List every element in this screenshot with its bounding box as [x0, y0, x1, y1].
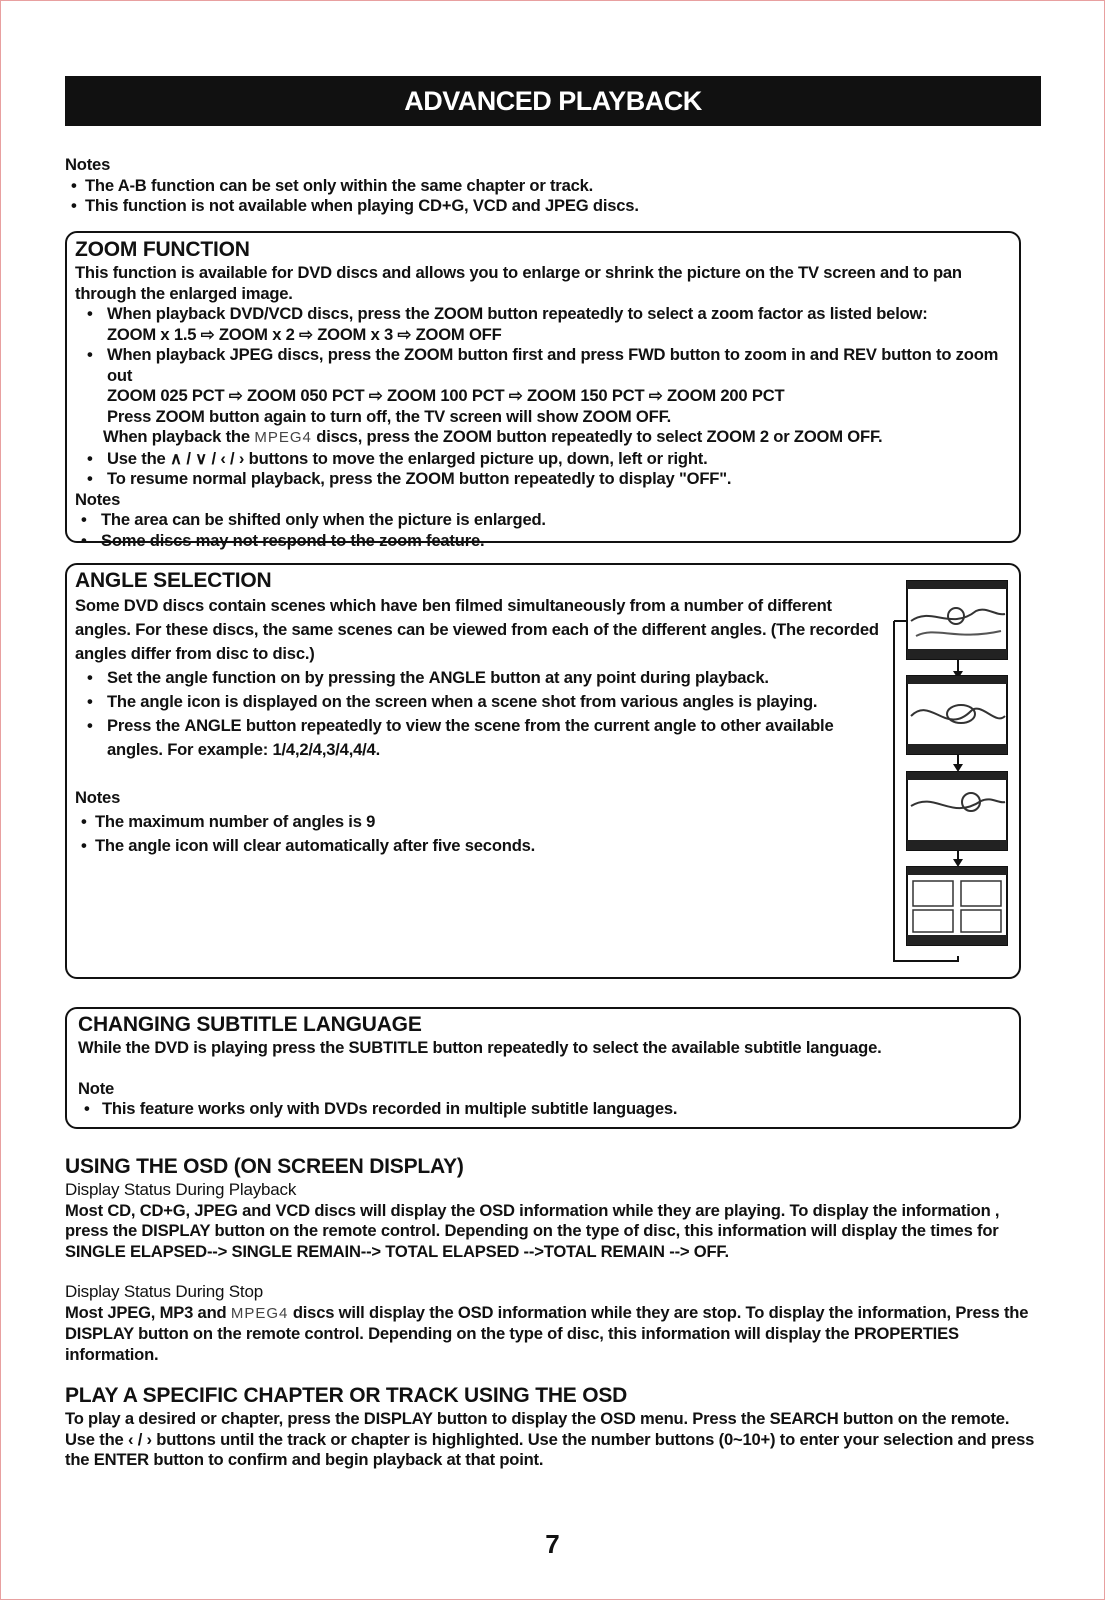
subtitle-note: • This feature works only with DVDs recorded in multiple subtitle languages.: [78, 1099, 1013, 1120]
zoom-mpeg4: When playback the MPEG4 discs, press the ZOOM button repeatedly to select ZOOM 2 or ZOOM OFF.: [103, 427, 883, 446]
zoom-note: • The area can be shifted only when the picture is enlarged.: [75, 510, 1015, 531]
angle-bullet: • Set the angle function on by pressing the ANGLE button at any point during playback.: [75, 666, 890, 690]
chapter-title: PLAY A SPECIFIC CHAPTER OR TRACK USING THE OSD: [65, 1384, 628, 1407]
angle-title: ANGLE SELECTION: [75, 569, 272, 592]
zoom-press-off: Press ZOOM button again to turn off, the TV screen will show ZOOM OFF.: [107, 406, 672, 426]
angle-frame-1: [907, 581, 1007, 659]
zoom-sequence-dvd: ZOOM x 1.5 ⇨ ZOOM x 2 ⇨ ZOOM x 3 ⇨ ZOOM OFF: [107, 324, 502, 344]
page-title: ADVANCED PLAYBACK: [65, 76, 1041, 126]
zoom-notes-title: Notes: [75, 489, 121, 509]
subtitle-note-title: Note: [78, 1078, 115, 1098]
notes-top: [65, 155, 1045, 217]
angle-intro: Some DVD discs contain scenes which have ben filmed simultaneously from a number of different angles. For these discs, the same scenes can be viewed from each of the different angles. (The recorded angles differ from disc to disc.): [75, 596, 879, 663]
page-number: 7: [545, 1529, 560, 1559]
angle-content: [75, 568, 890, 858]
zoom-content: [75, 237, 1015, 551]
zoom-bullet-jpeg: • When playback JPEG discs, press the ZOOM button first and press FWD button to zoom in and REV button to zoom out: [75, 345, 1015, 386]
zoom-bullet-dvd: • When playback DVD/VCD discs, press the ZOOM button repeatedly to select a zoom factor as listed below:: [75, 304, 1015, 325]
angle-frame-2: [907, 676, 1007, 754]
arrow-keys-icon: ∧ / ∨ / ‹ / ›: [169, 448, 245, 468]
osd-text-stop: Most JPEG, MP3 and MPEG4 discs will display the OSD information while they are stop. To display the information, Press the DISPLAY button on the remote control. Depending on the type of disc, this information will display the PROPERTIES information.: [65, 1302, 1029, 1364]
osd-title: USING THE OSD (ON SCREEN DISPLAY): [65, 1155, 464, 1178]
angle-frame-3: [907, 772, 1007, 850]
zoom-bullet-move: • Use the ∧ / ∨ / ‹ / › buttons to move the enlarged picture up, down, left or right.: [75, 449, 1015, 470]
osd-section: [65, 1154, 1040, 1365]
notes-top-item: • This function is not available when playing CD+G, VCD and JPEG discs.: [65, 196, 1045, 217]
angle-diagram: [881, 576, 1021, 971]
subtitle-text: While the DVD is playing press the SUBTITLE button repeatedly to select the available subtitle language.: [78, 1038, 882, 1057]
left-right-arrows-icon: ‹ / ›: [127, 1429, 152, 1449]
osd-sub-stop: Display Status During Stop: [65, 1282, 263, 1301]
zoom-bullet-resume: • To resume normal playback, press the ZOOM button repeatedly to display "OFF".: [75, 469, 1015, 490]
chapter-text: To play a desired or chapter, press the DISPLAY button to display the OSD menu. Press the SEARCH button on the remote. Use the ‹ / › buttons until the track or chapter is highlighted. Use the number buttons (0~10+) to enter your selection and press the ENTER button to confirm and begin playback at that point.: [65, 1409, 1035, 1469]
chapter-section: [65, 1383, 1040, 1471]
notes-top-item: • The A-B function can be set only within the same chapter or track.: [65, 176, 1045, 197]
angle-note: • The maximum number of angles is 9: [75, 810, 890, 834]
zoom-sequence-jpeg: ZOOM 025 PCT ⇨ ZOOM 050 PCT ⇨ ZOOM 100 PCT ⇨ ZOOM 150 PCT ⇨ ZOOM 200 PCT: [107, 386, 785, 405]
angle-frame-4: [907, 867, 1007, 945]
zoom-note: • Some discs may not respond to the zoom feature.: [75, 531, 1015, 552]
zoom-title: ZOOM FUNCTION: [75, 238, 250, 261]
angle-bullet: • The angle icon is displayed on the screen when a scene shot from various angles is playing.: [75, 690, 890, 714]
angle-bullet: • Press the ANGLE button repeatedly to view the scene from the current angle to other available angles. For example: 1/4,2/4,3/4,4/4.: [75, 714, 890, 762]
subtitle-content: [78, 1012, 1013, 1120]
angle-notes-title: Notes: [75, 788, 121, 807]
subtitle-title: CHANGING SUBTITLE LANGUAGE: [78, 1013, 422, 1036]
osd-text-playback: Most CD, CD+G, JPEG and VCD discs will display the OSD information while they are playing. To display the information , press the DISPLAY button on the remote control. Depending on the type of disc, this information will display the times for SINGLE ELAPSED--> SINGLE REMAIN--> TOTAL ELAPSED -->TOTAL REMAIN --> OFF.: [65, 1200, 1000, 1261]
angle-note: • The angle icon will clear automatically after five seconds.: [75, 834, 890, 858]
zoom-intro: This function is available for DVD discs and allows you to enlarge or shrink the picture on the TV screen and to pan through the enlarged image.: [75, 263, 962, 303]
osd-sub-playback: Display Status During Playback: [65, 1180, 297, 1199]
notes-top-title: Notes: [65, 155, 111, 174]
